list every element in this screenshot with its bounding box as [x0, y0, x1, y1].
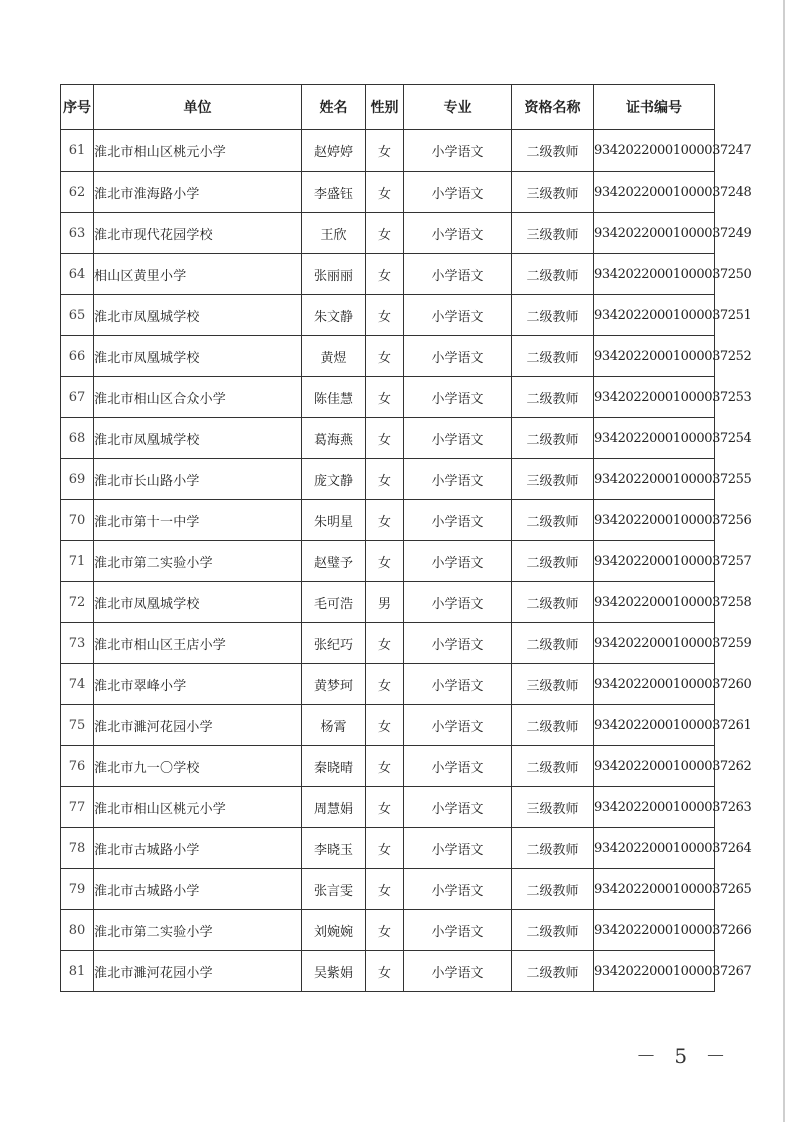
gender-cell: 女 [366, 336, 404, 377]
qualification-cell: 二级教师 [512, 336, 594, 377]
major-cell: 小学语文 [404, 828, 512, 869]
table-row [61, 336, 715, 377]
gender-cell: 女 [366, 746, 404, 787]
unit-cell: 淮北市翠峰小学 [94, 664, 302, 705]
unit-cell: 淮北市濉河花园小学 [94, 951, 302, 992]
certificate-number-cell: 93420220001000037250 [594, 254, 715, 295]
name-cell: 葛海燕 [302, 418, 366, 459]
qualification-cell: 二级教师 [512, 500, 594, 541]
header-no: 序号 [61, 85, 94, 130]
row-number: 70 [61, 500, 94, 541]
name-cell: 张纪巧 [302, 623, 366, 664]
qualification-cell: 二级教师 [512, 705, 594, 746]
table-row [61, 951, 715, 992]
gender-cell: 女 [366, 213, 404, 254]
page-number: － 5 － [636, 1044, 732, 1068]
unit-cell: 相山区黄里小学 [94, 254, 302, 295]
name-cell: 李盛钰 [302, 172, 366, 213]
gender-cell: 女 [366, 418, 404, 459]
unit-cell: 淮北市长山路小学 [94, 459, 302, 500]
qualification-cell: 二级教师 [512, 582, 594, 623]
header-unit: 单位 [94, 85, 302, 130]
table-row [61, 582, 715, 623]
qualification-cell: 二级教师 [512, 951, 594, 992]
gender-cell: 女 [366, 869, 404, 910]
major-cell: 小学语文 [404, 541, 512, 582]
header-qualification: 资格名称 [512, 85, 594, 130]
qualification-cell: 二级教师 [512, 418, 594, 459]
major-cell: 小学语文 [404, 623, 512, 664]
gender-cell: 女 [366, 951, 404, 992]
certificate-number-cell: 93420220001000037267 [594, 951, 715, 992]
unit-cell: 淮北市第二实验小学 [94, 541, 302, 582]
major-cell: 小学语文 [404, 418, 512, 459]
table-row [61, 910, 715, 951]
major-cell: 小学语文 [404, 459, 512, 500]
qualification-cell: 二级教师 [512, 910, 594, 951]
name-cell: 朱明星 [302, 500, 366, 541]
certificate-number-cell: 93420220001000037262 [594, 746, 715, 787]
name-cell: 朱文静 [302, 295, 366, 336]
name-cell: 王欣 [302, 213, 366, 254]
qualification-cell: 二级教师 [512, 541, 594, 582]
name-cell: 陈佳慧 [302, 377, 366, 418]
certificate-number-cell: 93420220001000037261 [594, 705, 715, 746]
major-cell: 小学语文 [404, 172, 512, 213]
table-row [61, 787, 715, 828]
row-number: 63 [61, 213, 94, 254]
gender-cell: 女 [366, 910, 404, 951]
row-number: 71 [61, 541, 94, 582]
unit-cell: 淮北市淮海路小学 [94, 172, 302, 213]
major-cell: 小学语文 [404, 130, 512, 172]
major-cell: 小学语文 [404, 582, 512, 623]
qualification-cell: 二级教师 [512, 623, 594, 664]
gender-cell: 女 [366, 254, 404, 295]
qualification-cell: 二级教师 [512, 746, 594, 787]
gender-cell: 女 [366, 130, 404, 172]
table-row [61, 500, 715, 541]
certificate-number-cell: 93420220001000037264 [594, 828, 715, 869]
major-cell: 小学语文 [404, 254, 512, 295]
unit-cell: 淮北市凤凰城学校 [94, 418, 302, 459]
name-cell: 周慧娟 [302, 787, 366, 828]
certificate-number-cell: 93420220001000037255 [594, 459, 715, 500]
certificate-number-cell: 93420220001000037247 [594, 130, 715, 172]
gender-cell: 女 [366, 172, 404, 213]
unit-cell: 淮北市古城路小学 [94, 869, 302, 910]
major-cell: 小学语文 [404, 295, 512, 336]
qualification-cell: 二级教师 [512, 377, 594, 418]
table-row [61, 130, 715, 172]
row-number: 78 [61, 828, 94, 869]
certificate-number-cell: 93420220001000037256 [594, 500, 715, 541]
name-cell: 杨霄 [302, 705, 366, 746]
row-number: 79 [61, 869, 94, 910]
certificate-number-cell: 93420220001000037252 [594, 336, 715, 377]
unit-cell: 淮北市凤凰城学校 [94, 582, 302, 623]
table-row [61, 295, 715, 336]
header-major: 专业 [404, 85, 512, 130]
gender-cell: 女 [366, 787, 404, 828]
row-number: 65 [61, 295, 94, 336]
row-number: 72 [61, 582, 94, 623]
unit-cell: 淮北市凤凰城学校 [94, 336, 302, 377]
unit-cell: 淮北市相山区合众小学 [94, 377, 302, 418]
gender-cell: 女 [366, 541, 404, 582]
name-cell: 赵璧予 [302, 541, 366, 582]
table-row [61, 377, 715, 418]
certificate-number-cell: 93420220001000037266 [594, 910, 715, 951]
certificate-number-cell: 93420220001000037258 [594, 582, 715, 623]
table-row [61, 705, 715, 746]
unit-cell: 淮北市相山区桃元小学 [94, 130, 302, 172]
row-number: 75 [61, 705, 94, 746]
gender-cell: 女 [366, 500, 404, 541]
major-cell: 小学语文 [404, 787, 512, 828]
header-name: 姓名 [302, 85, 366, 130]
qualification-cell: 二级教师 [512, 295, 594, 336]
name-cell: 张丽丽 [302, 254, 366, 295]
unit-cell: 淮北市凤凰城学校 [94, 295, 302, 336]
unit-cell: 淮北市相山区桃元小学 [94, 787, 302, 828]
table-row [61, 746, 715, 787]
unit-cell: 淮北市九一〇学校 [94, 746, 302, 787]
certificate-number-cell: 93420220001000037249 [594, 213, 715, 254]
table-row [61, 828, 715, 869]
header-certificate: 证书编号 [594, 85, 715, 130]
row-number: 67 [61, 377, 94, 418]
table-row [61, 664, 715, 705]
gender-cell: 女 [366, 295, 404, 336]
gender-cell: 女 [366, 705, 404, 746]
page-edge [783, 0, 785, 1122]
qualification-cell: 二级教师 [512, 130, 594, 172]
major-cell: 小学语文 [404, 377, 512, 418]
major-cell: 小学语文 [404, 746, 512, 787]
qualification-cell: 三级教师 [512, 459, 594, 500]
certificate-number-cell: 93420220001000037251 [594, 295, 715, 336]
row-number: 76 [61, 746, 94, 787]
major-cell: 小学语文 [404, 500, 512, 541]
name-cell: 黄煜 [302, 336, 366, 377]
certificate-number-cell: 93420220001000037259 [594, 623, 715, 664]
major-cell: 小学语文 [404, 336, 512, 377]
name-cell: 毛可浩 [302, 582, 366, 623]
row-number: 81 [61, 951, 94, 992]
major-cell: 小学语文 [404, 910, 512, 951]
certificate-number-cell: 93420220001000037263 [594, 787, 715, 828]
row-number: 66 [61, 336, 94, 377]
name-cell: 张言雯 [302, 869, 366, 910]
unit-cell: 淮北市第二实验小学 [94, 910, 302, 951]
major-cell: 小学语文 [404, 213, 512, 254]
qualification-cell: 二级教师 [512, 828, 594, 869]
name-cell: 刘婉婉 [302, 910, 366, 951]
certificate-number-cell: 93420220001000037248 [594, 172, 715, 213]
teacher-roster-table [60, 84, 752, 992]
certificate-number-cell: 93420220001000037257 [594, 541, 715, 582]
table-row [61, 541, 715, 582]
qualification-cell: 三级教师 [512, 787, 594, 828]
row-number: 61 [61, 130, 94, 172]
unit-cell: 淮北市濉河花园小学 [94, 705, 302, 746]
name-cell: 赵婷婷 [302, 130, 366, 172]
unit-cell: 淮北市古城路小学 [94, 828, 302, 869]
table-header [61, 85, 715, 130]
unit-cell: 淮北市现代花园学校 [94, 213, 302, 254]
major-cell: 小学语文 [404, 951, 512, 992]
qualification-cell: 二级教师 [512, 254, 594, 295]
table-row [61, 172, 715, 213]
major-cell: 小学语文 [404, 664, 512, 705]
row-number: 69 [61, 459, 94, 500]
name-cell: 吴紫娟 [302, 951, 366, 992]
gender-cell: 女 [366, 623, 404, 664]
row-number: 64 [61, 254, 94, 295]
certificate-number-cell: 93420220001000037253 [594, 377, 715, 418]
qualification-cell: 三级教师 [512, 172, 594, 213]
table-row [61, 213, 715, 254]
row-number: 74 [61, 664, 94, 705]
qualification-cell: 二级教师 [512, 869, 594, 910]
table-body [61, 130, 752, 992]
name-cell: 李晓玉 [302, 828, 366, 869]
qualification-cell: 三级教师 [512, 213, 594, 254]
row-number: 68 [61, 418, 94, 459]
table-row [61, 418, 715, 459]
table-row [61, 623, 715, 664]
unit-cell: 淮北市相山区王店小学 [94, 623, 302, 664]
unit-cell: 淮北市第十一中学 [94, 500, 302, 541]
row-number: 77 [61, 787, 94, 828]
gender-cell: 女 [366, 377, 404, 418]
major-cell: 小学语文 [404, 705, 512, 746]
row-number: 80 [61, 910, 94, 951]
name-cell: 黄梦珂 [302, 664, 366, 705]
row-number: 62 [61, 172, 94, 213]
gender-cell: 女 [366, 459, 404, 500]
qualification-cell: 三级教师 [512, 664, 594, 705]
table-row [61, 459, 715, 500]
major-cell: 小学语文 [404, 869, 512, 910]
table-row [61, 869, 715, 910]
gender-cell: 女 [366, 664, 404, 705]
header-gender: 性别 [366, 85, 404, 130]
header-row [61, 85, 715, 130]
gender-cell: 女 [366, 828, 404, 869]
row-number: 73 [61, 623, 94, 664]
name-cell: 庞文静 [302, 459, 366, 500]
certificate-number-cell: 93420220001000037260 [594, 664, 715, 705]
table-row [61, 254, 715, 295]
certificate-number-cell: 93420220001000037265 [594, 869, 715, 910]
gender-cell: 男 [366, 582, 404, 623]
name-cell: 秦晓晴 [302, 746, 366, 787]
certificate-number-cell: 93420220001000037254 [594, 418, 715, 459]
